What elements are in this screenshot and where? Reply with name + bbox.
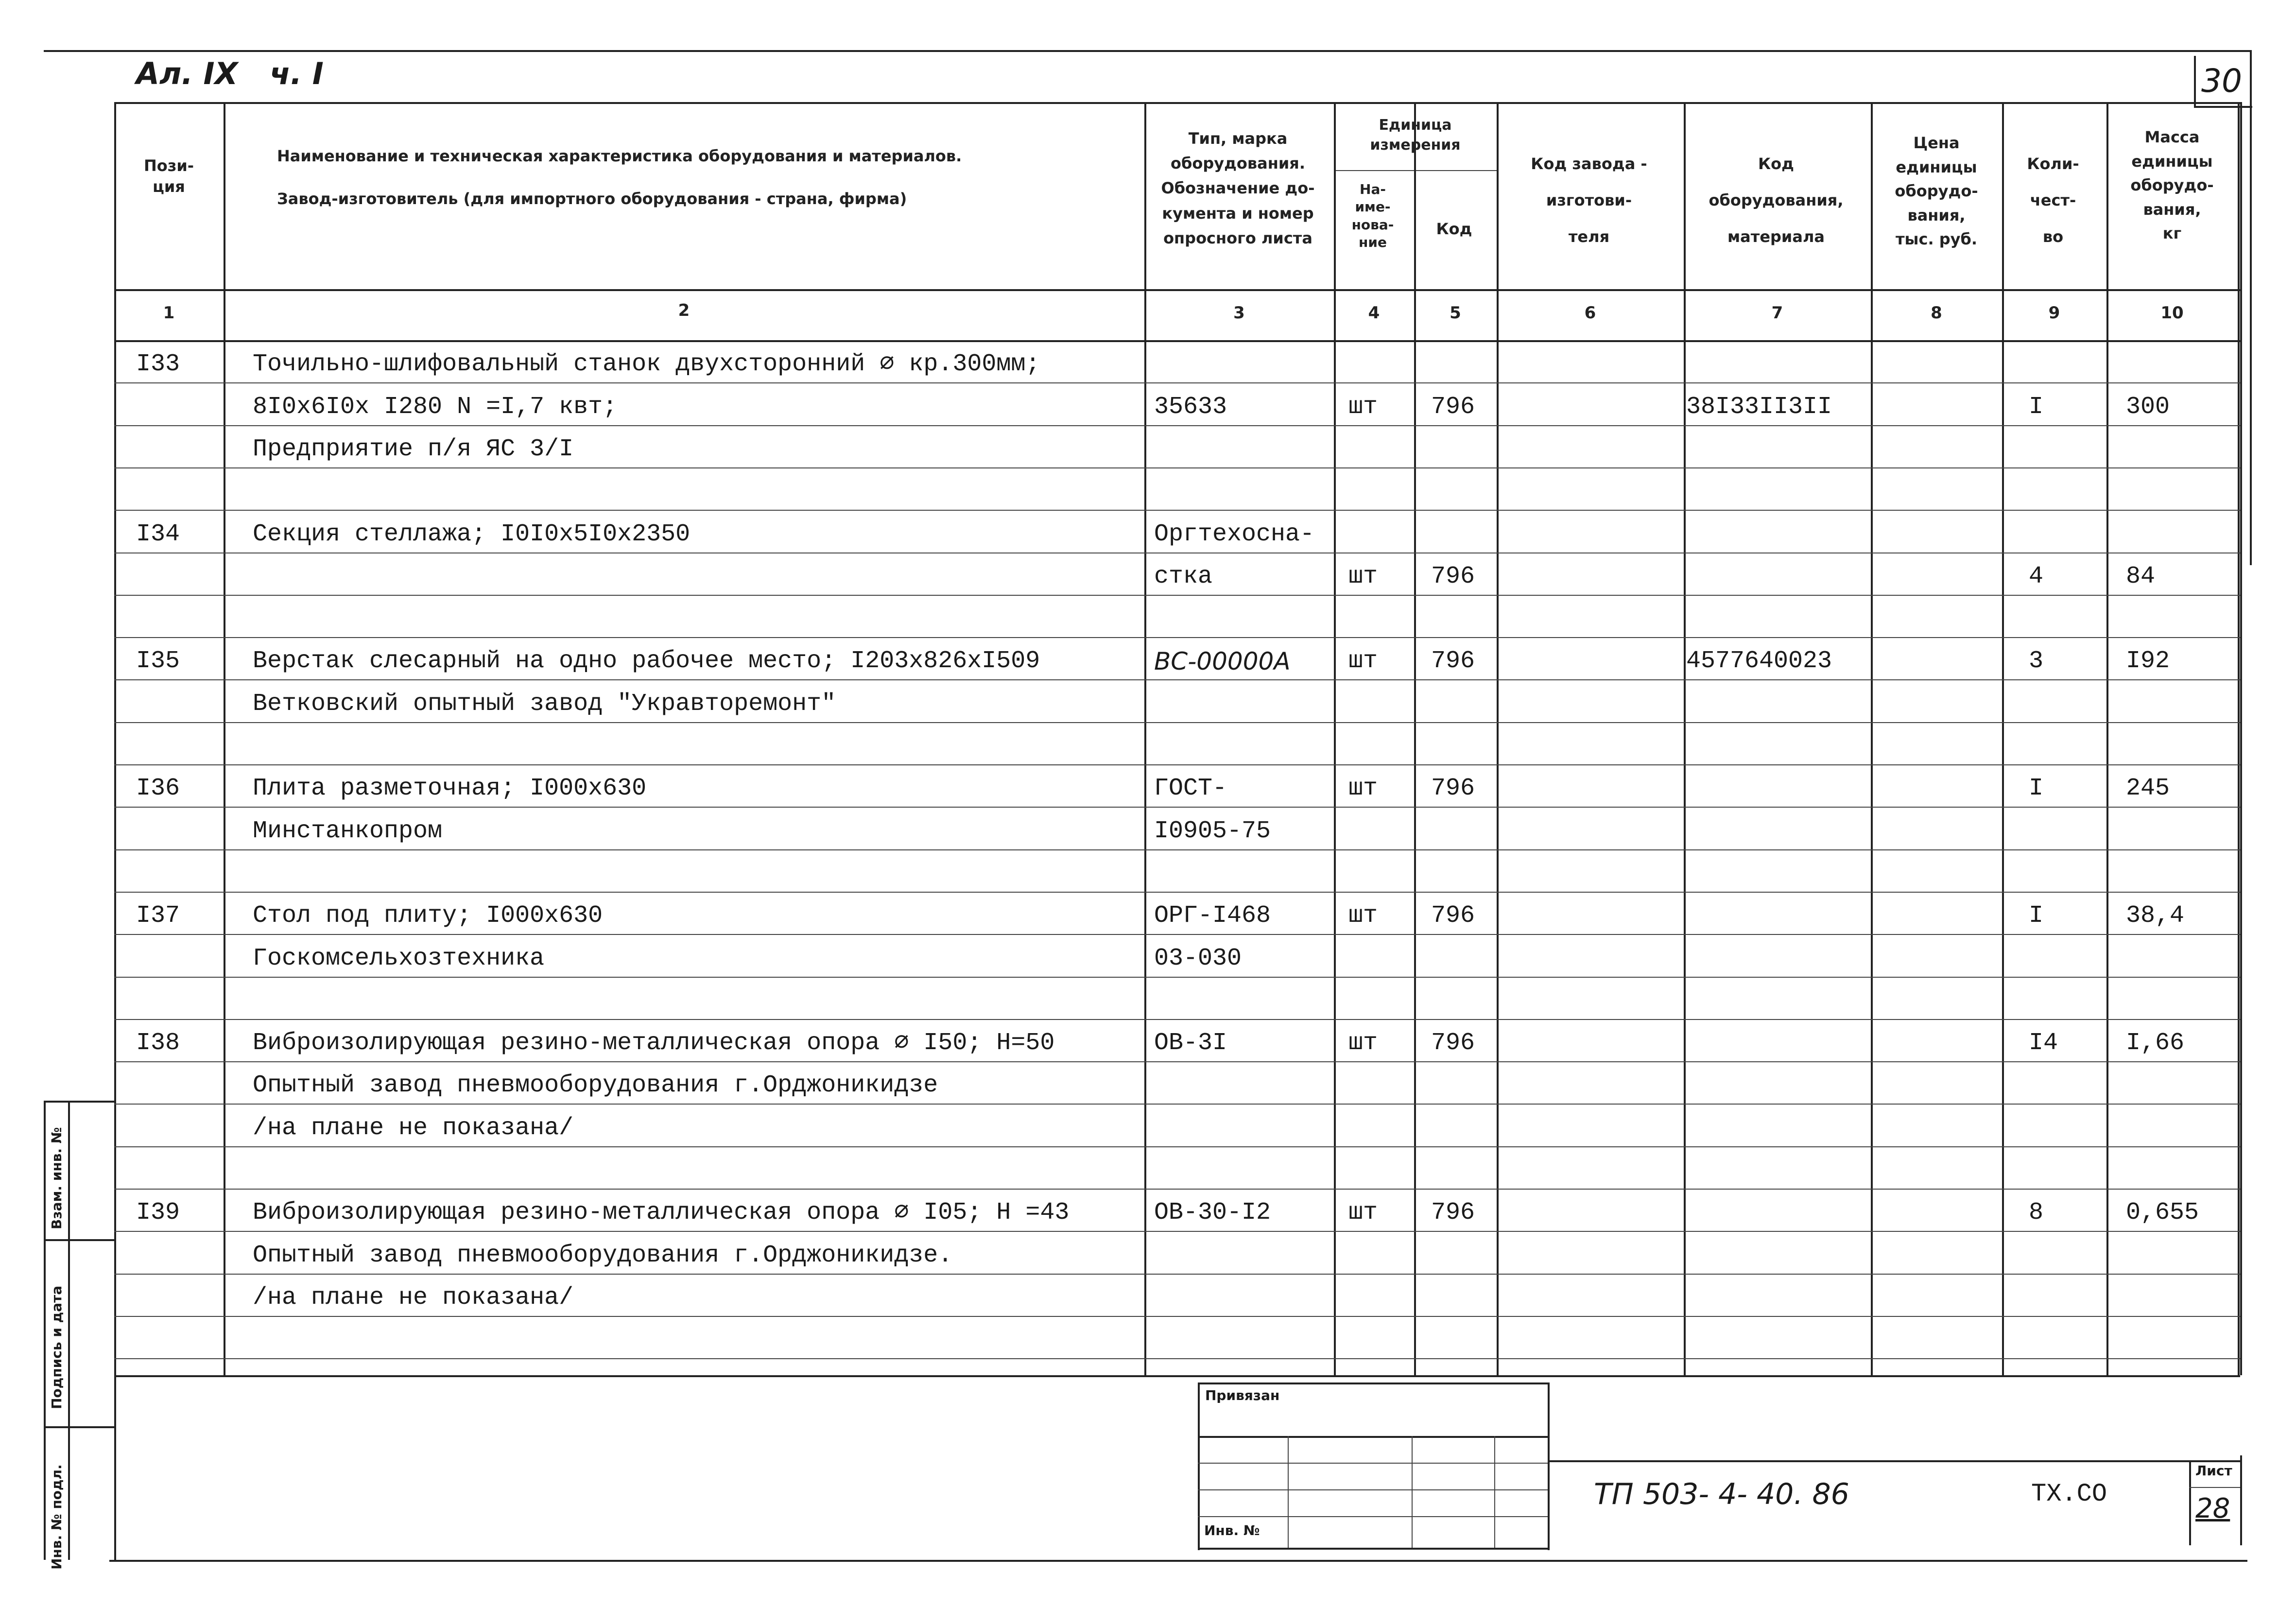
cell-position: I37 [136,902,180,930]
cell-unit-code: 796 [1431,562,1475,590]
part-note: ч. I [270,56,324,91]
cell-quantity: 4 [2029,562,2044,590]
side-label-vzam-inv: Взам. инв. № [49,1127,65,1229]
stamp-v2 [1412,1436,1413,1548]
cell-name: 8I0x6I0x I280 N =I,7 квт; [253,393,618,421]
cell-unit: шт [1348,902,1378,930]
row-divider [114,892,2240,893]
col-number-2: 2 [678,301,690,320]
cell-equipment-code: 38I33II3II [1686,393,1832,421]
cell-unit-code: 796 [1431,902,1475,930]
sheet-box-right [2240,1455,2242,1545]
col-number-3: 3 [1233,303,1245,323]
cell-position: I33 [136,350,180,379]
stamp-h4 [1198,1516,1548,1517]
cell-unit-code: 796 [1431,775,1475,803]
row-divider [114,467,2240,468]
row-divider [114,1146,2240,1147]
row-divider [114,1104,2240,1105]
cell-type: ВС-00000А [1154,647,1291,676]
cell-mass: 300 [2126,393,2170,421]
stamp-v1 [1288,1436,1289,1548]
header-unit-code: Код [1436,220,1472,238]
cell-unit: шт [1348,1199,1378,1227]
row-divider [114,679,2240,680]
row-divider [114,510,2240,511]
cell-unit-code: 796 [1431,647,1475,675]
header-mass: Масса единицы оборудо- вания, кг [2130,128,2214,243]
cell-name: Стол под плиту; I000x630 [253,902,603,930]
cell-unit: шт [1348,647,1378,675]
cell-unit: шт [1348,562,1378,590]
column-line [1871,102,1873,1375]
title-block-top [1548,1460,2240,1462]
row-divider [114,1358,2240,1359]
cell-mass: I,66 [2126,1029,2185,1057]
album-note: Ал. IX [136,56,238,91]
column-line [2106,102,2108,1375]
cell-name: Минстанкопром [253,817,443,845]
row-divider [114,1274,2240,1275]
row-divider [114,637,2240,638]
cell-name: Секция стеллажа; I0I0x5I0x2350 [253,520,691,548]
right-column-line [2238,102,2240,1375]
column-line [1497,102,1499,1375]
row-divider [114,1019,2240,1020]
cell-type: ОРГ-I468 [1154,902,1271,930]
cell-name: Опытный завод пневмооборудования г.Орджоникидзе [253,1071,938,1100]
cell-quantity: I [2029,775,2044,803]
row-divider [114,1316,2240,1317]
column-line [1684,102,1686,1375]
cell-type: 35633 [1154,393,1227,421]
col-number-7: 7 [1771,303,1783,323]
cell-position: I39 [136,1199,180,1227]
row-divider [114,764,2240,765]
stamp-v3 [1494,1436,1495,1548]
cell-type: ГОСТ- [1154,775,1227,803]
stamp-right [1548,1382,1550,1550]
row-divider [114,382,2240,383]
cell-quantity: 8 [2029,1199,2044,1227]
row-divider [114,807,2240,808]
row-divider [114,934,2240,935]
col-number-8: 8 [1931,303,1942,323]
cell-equipment-code: 4577640023 [1686,647,1832,675]
frame-bottom-line [109,1560,2247,1562]
stamp-inv-no: Инв. № [1204,1522,1260,1538]
cell-mass: 84 [2126,562,2156,590]
column-line [2240,102,2242,1375]
cell-quantity: I [2029,393,2044,421]
cell-type: ОВ-3I [1154,1029,1227,1057]
side-strip-top [44,1101,114,1103]
cell-unit-code: 796 [1431,393,1475,421]
header-name: Наименование и техническая характеристика оборудования и материалов. Завод-изготовитель (для импортного оборудования - страна, фирма) [277,147,962,208]
cell-type: стка [1154,562,1213,590]
cell-unit: шт [1348,1029,1378,1057]
cell-mass: I92 [2126,647,2170,675]
col-number-9: 9 [2048,303,2060,323]
cell-name: Верстак слесарный на одно рабочее место; I203x826xI509 [253,647,1040,675]
column-line [2002,102,2004,1375]
row-divider [114,849,2240,850]
cell-unit: шт [1348,393,1378,421]
cell-name: Опытный завод пневмооборудования г.Орджоникидзе. [253,1241,953,1269]
header-equipment-code: Код оборудования, материала [1709,155,1844,246]
header-position: Пози- ция [143,156,194,196]
cell-name: /на плане не показана/ [253,1283,574,1312]
header-factory-code: Код завода - изготови- теля [1531,155,1647,246]
cell-name: Виброизолирующая резино-металлическая опора ⌀ I50; H=50 [253,1029,1055,1057]
cell-type: Оргтехосна- [1154,520,1315,548]
cell-position: I36 [136,775,180,803]
header-bottom-line [114,289,2240,291]
cell-unit-code: 796 [1431,1199,1475,1227]
row-divider [114,977,2240,978]
cell-type: I0905-75 [1154,817,1271,845]
cell-name: Госкомсельхозтехника [253,944,545,972]
row-divider [114,425,2240,426]
col-number-5: 5 [1450,303,1461,323]
side-strip-div1 [44,1239,114,1241]
column-line [1144,102,1146,1375]
header-unit-group: Единица измерения [1370,117,1461,154]
side-strip-left [44,1101,46,1560]
stamp-sheet-label: Лист [2195,1463,2232,1479]
col-number-bottom-line [114,340,2240,342]
stamp-doc-code: ТП 503- 4- 40. 86 [1594,1477,1849,1511]
cell-name: Виброизолирующая резино-металлическая опора ⌀ I05; H =43 [253,1199,1070,1227]
cell-mass: 38,4 [2126,902,2185,930]
sheet-box-left [2189,1460,2191,1545]
col-number-10: 10 [2160,303,2184,323]
row-divider [114,1061,2240,1062]
cell-name: Предприятие п/я ЯС 3/I [253,435,574,463]
cell-name: Ветковский опытный завод "Укравторемонт" [253,690,836,718]
stamp-privyazan: Привязан [1205,1387,1280,1403]
stamp-bottom [1198,1548,1548,1550]
cell-name: Плита разметочная; I000x630 [253,775,647,803]
side-strip-div2 [44,1426,114,1428]
col-number-4: 4 [1368,303,1380,323]
cell-mass: 0,655 [2126,1199,2199,1227]
header-top-line [114,102,2240,104]
header-unit-name: На- име- нова- ние [1351,181,1394,251]
stamp-left [1198,1382,1200,1550]
side-label-signature-date: Подпись и дата [49,1285,65,1409]
row-divider [114,595,2240,596]
column-line [224,102,225,1375]
column-line [1334,102,1336,1375]
cell-quantity: 3 [2029,647,2044,675]
cell-type: 03-030 [1154,944,1242,972]
cell-quantity: I [2029,902,2044,930]
col-number-6: 6 [1584,303,1596,323]
cell-name: Точильно-шлифовальный станок двухсторонний ⌀ кр.300мм; [253,350,1040,379]
header-price: Цена единицы оборудо- вания, тыс. руб. [1895,134,1978,249]
header-quantity: Коли- чест- во [2027,155,2079,246]
side-strip-mid [68,1101,70,1560]
column-line [1414,102,1416,1375]
cell-position: I38 [136,1029,180,1057]
cell-name: /на плане не показана/ [253,1114,574,1142]
cell-unit-code: 796 [1431,1029,1475,1057]
col-number-1: 1 [163,303,175,323]
stamp-section: ТХ.СО [2031,1480,2107,1508]
stamp-sheet-number: 28 [2195,1493,2230,1524]
row-divider [114,722,2240,723]
page-number: 30 [2201,62,2242,100]
cell-unit: шт [1348,775,1378,803]
row-divider [114,1189,2240,1190]
body-bottom-line [114,1375,2240,1377]
cell-position: I35 [136,647,180,675]
header-type: Тип, марка оборудования. Обозначение до- кумента и номер опросного листа [1161,129,1315,247]
side-label-inv-original: Инв. № подл. [49,1464,65,1570]
cell-mass: 245 [2126,775,2170,803]
stamp-top [1198,1382,1548,1384]
stamp-h2 [1198,1463,1548,1464]
cell-quantity: I4 [2029,1029,2058,1057]
stamp-h3 [1198,1489,1548,1490]
cell-position: I34 [136,520,180,548]
cell-type: ОВ-30-I2 [1154,1199,1271,1227]
stamp-h1 [1198,1436,1548,1438]
row-divider [114,1231,2240,1232]
sheet-box-div [2189,1487,2240,1488]
